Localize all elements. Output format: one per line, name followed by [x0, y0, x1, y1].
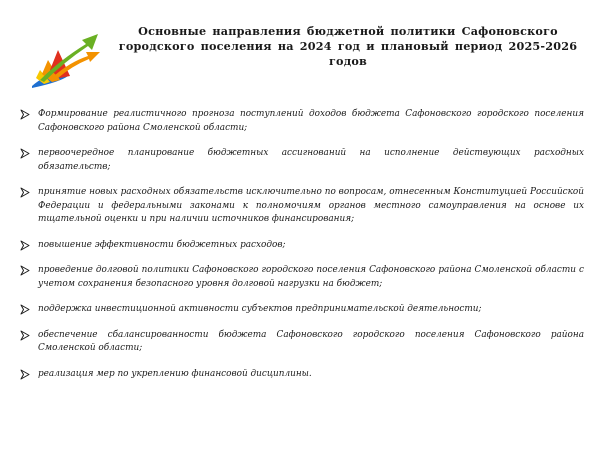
list-item-text: проведение долговой политики Сафоновского городского поселения Сафоновского района Смоленской области с учетом сохранения безопасного уровня долговой нагрузки на бюджет; [38, 265, 584, 289]
arrow-bullet-icon [20, 265, 30, 276]
list-item [20, 303, 584, 317]
list-item-text: Формирование реалистичного прогноза поступлений доходов бюджета Сафоновского городского поселения Сафоновского района Смоленской области; [38, 109, 584, 133]
growth-arrows-logo-icon [30, 30, 102, 92]
arrow-bullet-icon [20, 304, 30, 315]
list-item-text: реализация мер по укреплению финансовой дисциплины. [38, 368, 312, 379]
list-item [20, 108, 584, 135]
list-item [20, 329, 584, 356]
arrow-bullet-icon [20, 109, 30, 120]
arrow-bullet-icon [20, 369, 30, 380]
list-item-text: поддержка инвестиционной активности субъектов предпринимательской деятельности; [38, 304, 482, 314]
arrow-bullet-icon [20, 240, 30, 251]
page-title: Основные направления бюджетной политики Сафоновского городского поселения на 2024 год и плановый период 2025-2026 годов [118, 24, 578, 68]
list-item [20, 147, 584, 174]
list-item [20, 264, 584, 291]
list-item-text: обеспечение сбалансированности бюджета Сафоновского городского поселения Сафоновского района Смоленской области; [38, 329, 584, 353]
policy-list [20, 108, 584, 393]
arrow-bullet-icon [20, 187, 30, 198]
list-item-text: первоочередное планирование бюджетных ассигнований на исполнение действующих расходных обязательств; [38, 148, 584, 172]
arrow-bullet-icon [20, 330, 30, 341]
list-item [20, 186, 584, 227]
list-item [20, 239, 584, 253]
list-item-text: повышение эффективности бюджетных расходов; [38, 239, 286, 250]
list-item [20, 368, 584, 382]
list-item-text: принятие новых расходных обязательств исключительно по вопросам, отнесенным Конституцией Российской Федерации и федеральными законами к полномочиям органов местного самоуправления на основе их тщательной оценки и при наличии источников финансирования; [38, 187, 584, 224]
arrow-bullet-icon [20, 148, 30, 159]
